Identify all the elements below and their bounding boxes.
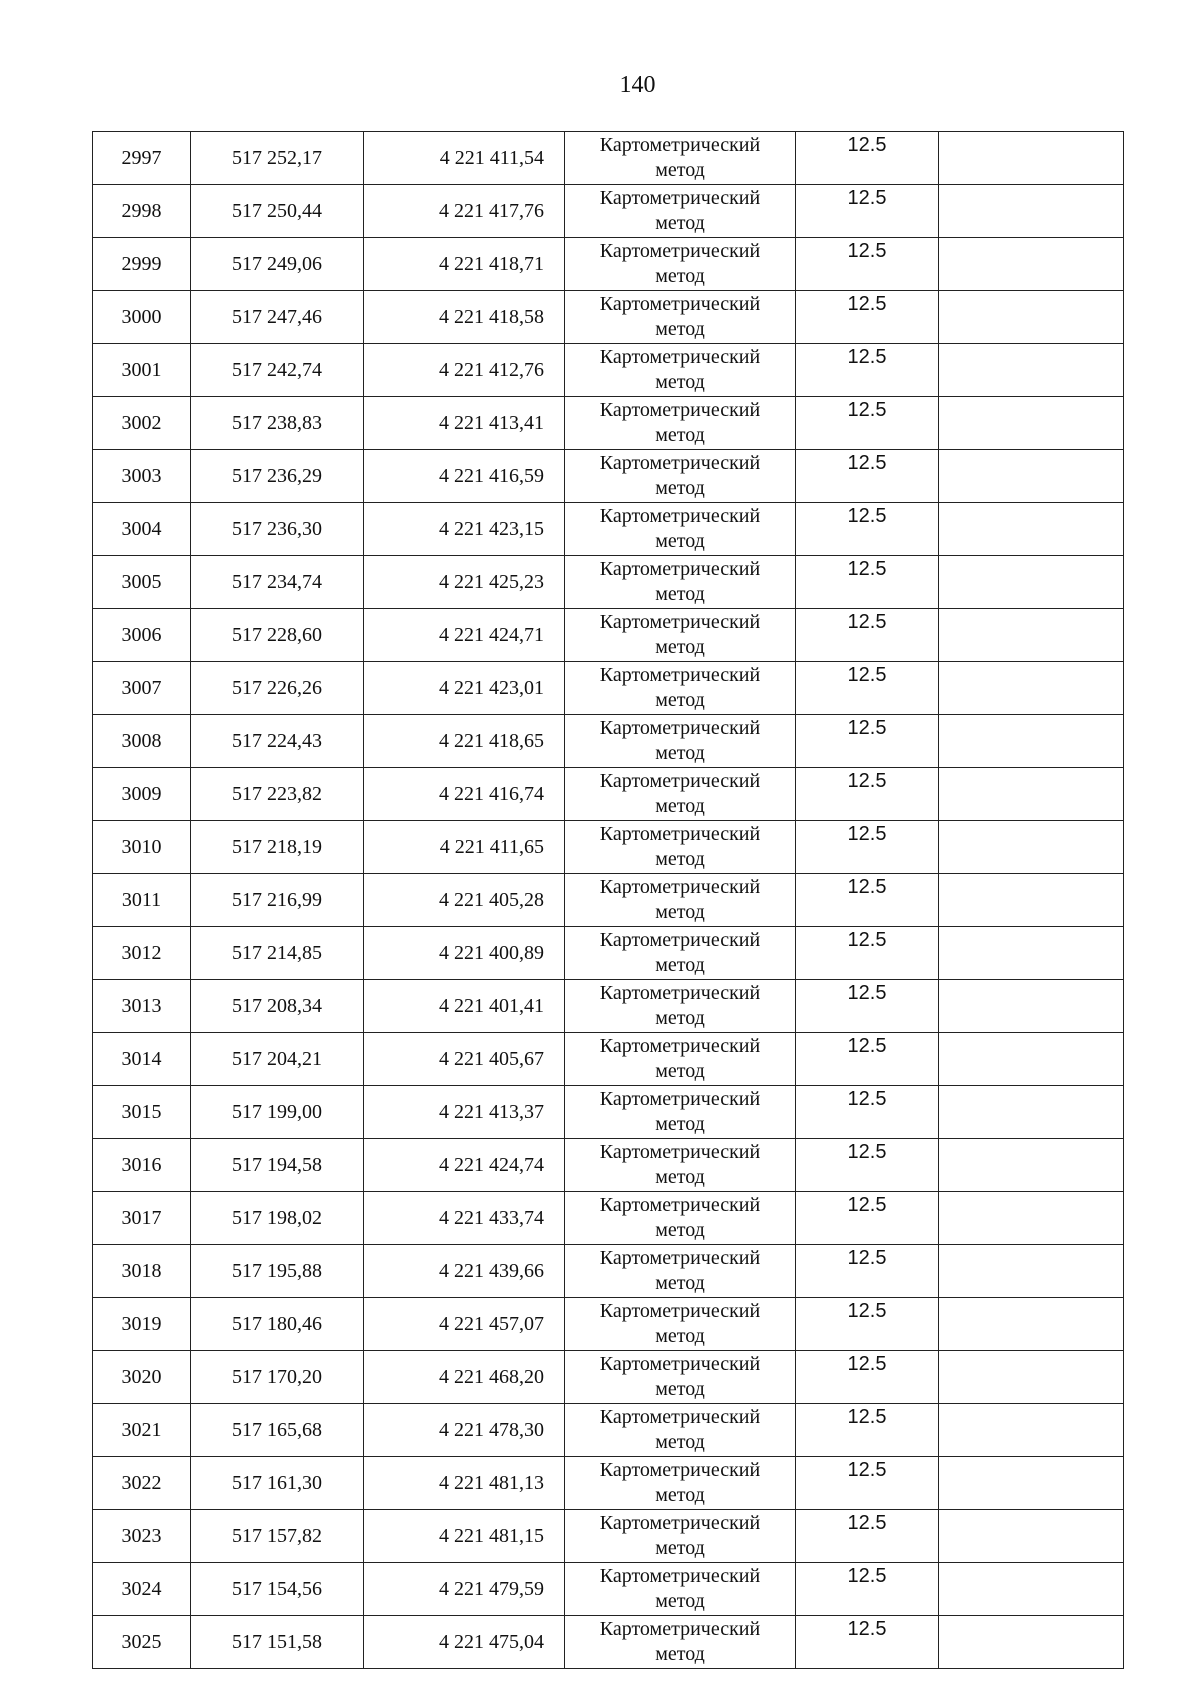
table-row (93, 1616, 1124, 1669)
y-coordinate-cell: 4 221 416,74 (364, 768, 565, 821)
point-number-cell: 3025 (93, 1616, 191, 1669)
x-coordinate-cell: 517 250,44 (191, 185, 364, 238)
note-cell (939, 609, 1124, 662)
x-coordinate-cell: 517 208,34 (191, 980, 364, 1033)
method-line-1: Картометрический (599, 1247, 761, 1269)
method-line-1: Картометрический (599, 346, 761, 368)
method-cell (565, 344, 796, 397)
accuracy-cell: 12.5 (796, 1457, 939, 1510)
point-number-cell: 3009 (93, 768, 191, 821)
method-line-1: Картометрический (599, 611, 761, 633)
note-cell (939, 874, 1124, 927)
note-cell (939, 503, 1124, 556)
point-number-cell: 3007 (93, 662, 191, 715)
y-coordinate-cell: 4 221 439,66 (364, 1245, 565, 1298)
method-cell (565, 980, 796, 1033)
method-line-1: Картометрический (599, 505, 761, 527)
note-cell (939, 185, 1124, 238)
accuracy-cell: 12.5 (796, 768, 939, 821)
method-cell (565, 1457, 796, 1510)
accuracy-cell: 12.5 (796, 185, 939, 238)
accuracy-cell: 12.5 (796, 1404, 939, 1457)
point-number-cell: 3001 (93, 344, 191, 397)
y-coordinate-cell: 4 221 468,20 (364, 1351, 565, 1404)
accuracy-cell: 12.5 (796, 715, 939, 768)
method-cell (565, 609, 796, 662)
method-line-2: метод (655, 954, 705, 976)
point-number-cell: 2998 (93, 185, 191, 238)
y-coordinate-cell: 4 221 405,67 (364, 1033, 565, 1086)
y-coordinate-cell: 4 221 413,41 (364, 397, 565, 450)
page-number: 140 (619, 72, 656, 98)
table-row (93, 1457, 1124, 1510)
table-row (93, 1086, 1124, 1139)
x-coordinate-cell: 517 198,02 (191, 1192, 364, 1245)
method-line-2: метод (655, 1590, 705, 1612)
method-line-2: метод (655, 1219, 705, 1241)
method-cell (565, 238, 796, 291)
method-cell (565, 556, 796, 609)
table-row (93, 1139, 1124, 1192)
method-line-2: метод (655, 1484, 705, 1506)
method-line-1: Картометрический (599, 717, 761, 739)
x-coordinate-cell: 517 194,58 (191, 1139, 364, 1192)
point-number-cell: 3019 (93, 1298, 191, 1351)
accuracy-cell: 12.5 (796, 397, 939, 450)
method-line-2: метод (655, 371, 705, 393)
method-line-2: метод (655, 1537, 705, 1559)
x-coordinate-cell: 517 247,46 (191, 291, 364, 344)
accuracy-cell: 12.5 (796, 1245, 939, 1298)
method-cell (565, 1351, 796, 1404)
method-line-1: Картометрический (599, 452, 761, 474)
accuracy-cell: 12.5 (796, 980, 939, 1033)
point-number-cell: 3008 (93, 715, 191, 768)
accuracy-cell: 12.5 (796, 662, 939, 715)
table-row (93, 1033, 1124, 1086)
note-cell (939, 397, 1124, 450)
x-coordinate-cell: 517 154,56 (191, 1563, 364, 1616)
y-coordinate-cell: 4 221 400,89 (364, 927, 565, 980)
method-line-2: метод (655, 530, 705, 552)
note-cell (939, 980, 1124, 1033)
method-line-1: Картометрический (599, 558, 761, 580)
coordinates-table (92, 131, 1124, 1669)
method-line-1: Картометрический (599, 1141, 761, 1163)
x-coordinate-cell: 517 170,20 (191, 1351, 364, 1404)
x-coordinate-cell: 517 226,26 (191, 662, 364, 715)
x-coordinate-cell: 517 249,06 (191, 238, 364, 291)
method-line-1: Картометрический (599, 1194, 761, 1216)
point-number-cell: 3013 (93, 980, 191, 1033)
y-coordinate-cell: 4 221 423,01 (364, 662, 565, 715)
method-line-2: метод (655, 318, 705, 340)
table-row (93, 1563, 1124, 1616)
method-cell (565, 1616, 796, 1669)
y-coordinate-cell: 4 221 481,15 (364, 1510, 565, 1563)
y-coordinate-cell: 4 221 412,76 (364, 344, 565, 397)
method-line-2: метод (655, 1378, 705, 1400)
note-cell (939, 1298, 1124, 1351)
accuracy-cell: 12.5 (796, 1139, 939, 1192)
point-number-cell: 3012 (93, 927, 191, 980)
method-line-2: метод (655, 265, 705, 287)
y-coordinate-cell: 4 221 478,30 (364, 1404, 565, 1457)
x-coordinate-cell: 517 161,30 (191, 1457, 364, 1510)
x-coordinate-cell: 517 214,85 (191, 927, 364, 980)
method-line-1: Картометрический (599, 1565, 761, 1587)
method-line-1: Картометрический (599, 1088, 761, 1110)
method-line-2: метод (655, 1166, 705, 1188)
table-row (93, 927, 1124, 980)
table-row (93, 1192, 1124, 1245)
method-line-2: метод (655, 689, 705, 711)
table-row (93, 1298, 1124, 1351)
note-cell (939, 821, 1124, 874)
x-coordinate-cell: 517 228,60 (191, 609, 364, 662)
point-number-cell: 3002 (93, 397, 191, 450)
point-number-cell: 3017 (93, 1192, 191, 1245)
accuracy-cell: 12.5 (796, 556, 939, 609)
point-number-cell: 3011 (93, 874, 191, 927)
x-coordinate-cell: 517 204,21 (191, 1033, 364, 1086)
accuracy-cell: 12.5 (796, 1086, 939, 1139)
note-cell (939, 450, 1124, 503)
y-coordinate-cell: 4 221 424,71 (364, 609, 565, 662)
method-line-1: Картометрический (599, 293, 761, 315)
point-number-cell: 3024 (93, 1563, 191, 1616)
point-number-cell: 3016 (93, 1139, 191, 1192)
y-coordinate-cell: 4 221 417,76 (364, 185, 565, 238)
point-number-cell: 3020 (93, 1351, 191, 1404)
method-cell (565, 185, 796, 238)
method-cell (565, 1245, 796, 1298)
method-cell (565, 132, 796, 185)
method-cell (565, 503, 796, 556)
y-coordinate-cell: 4 221 425,23 (364, 556, 565, 609)
note-cell (939, 1139, 1124, 1192)
y-coordinate-cell: 4 221 411,54 (364, 132, 565, 185)
y-coordinate-cell: 4 221 481,13 (364, 1457, 565, 1510)
note-cell (939, 768, 1124, 821)
method-cell (565, 821, 796, 874)
method-cell (565, 874, 796, 927)
point-number-cell: 3018 (93, 1245, 191, 1298)
point-number-cell: 3023 (93, 1510, 191, 1563)
note-cell (939, 1033, 1124, 1086)
method-cell (565, 450, 796, 503)
table-row (93, 1245, 1124, 1298)
y-coordinate-cell: 4 221 413,37 (364, 1086, 565, 1139)
method-line-1: Картометрический (599, 134, 761, 156)
accuracy-cell: 12.5 (796, 927, 939, 980)
method-line-2: метод (655, 477, 705, 499)
method-cell (565, 1298, 796, 1351)
point-number-cell: 3015 (93, 1086, 191, 1139)
table-row (93, 980, 1124, 1033)
method-cell (565, 1192, 796, 1245)
table-row (93, 556, 1124, 609)
method-cell (565, 662, 796, 715)
x-coordinate-cell: 517 199,00 (191, 1086, 364, 1139)
point-number-cell: 3021 (93, 1404, 191, 1457)
method-line-2: метод (655, 901, 705, 923)
y-coordinate-cell: 4 221 416,59 (364, 450, 565, 503)
point-number-cell: 3014 (93, 1033, 191, 1086)
point-number-cell: 3000 (93, 291, 191, 344)
y-coordinate-cell: 4 221 418,58 (364, 291, 565, 344)
x-coordinate-cell: 517 216,99 (191, 874, 364, 927)
note-cell (939, 715, 1124, 768)
accuracy-cell: 12.5 (796, 1510, 939, 1563)
point-number-cell: 2997 (93, 132, 191, 185)
accuracy-cell: 12.5 (796, 344, 939, 397)
method-cell (565, 768, 796, 821)
accuracy-cell: 12.5 (796, 1033, 939, 1086)
method-cell (565, 1563, 796, 1616)
accuracy-cell: 12.5 (796, 1192, 939, 1245)
table-row (93, 397, 1124, 450)
y-coordinate-cell: 4 221 418,65 (364, 715, 565, 768)
accuracy-cell: 12.5 (796, 1563, 939, 1616)
y-coordinate-cell: 4 221 433,74 (364, 1192, 565, 1245)
point-number-cell: 3005 (93, 556, 191, 609)
table-row (93, 503, 1124, 556)
method-line-2: метод (655, 1060, 705, 1082)
accuracy-cell: 12.5 (796, 450, 939, 503)
note-cell (939, 927, 1124, 980)
method-line-1: Картометрический (599, 823, 761, 845)
method-line-1: Картометрический (599, 664, 761, 686)
method-line-1: Картометрический (599, 1618, 761, 1640)
table-row (93, 238, 1124, 291)
note-cell (939, 1351, 1124, 1404)
method-line-2: метод (655, 1431, 705, 1453)
method-line-2: метод (655, 583, 705, 605)
accuracy-cell: 12.5 (796, 609, 939, 662)
note-cell (939, 1563, 1124, 1616)
x-coordinate-cell: 517 236,30 (191, 503, 364, 556)
y-coordinate-cell: 4 221 479,59 (364, 1563, 565, 1616)
x-coordinate-cell: 517 242,74 (191, 344, 364, 397)
method-line-2: метод (655, 742, 705, 764)
table-row (93, 344, 1124, 397)
point-number-cell: 3022 (93, 1457, 191, 1510)
table-row (93, 662, 1124, 715)
x-coordinate-cell: 517 238,83 (191, 397, 364, 450)
note-cell (939, 1457, 1124, 1510)
x-coordinate-cell: 517 180,46 (191, 1298, 364, 1351)
y-coordinate-cell: 4 221 401,41 (364, 980, 565, 1033)
table-row (93, 132, 1124, 185)
table-row (93, 185, 1124, 238)
method-line-2: метод (655, 212, 705, 234)
method-line-2: метод (655, 1643, 705, 1665)
method-line-2: метод (655, 636, 705, 658)
accuracy-cell: 12.5 (796, 132, 939, 185)
method-cell (565, 1033, 796, 1086)
table-row (93, 1404, 1124, 1457)
method-line-2: метод (655, 424, 705, 446)
method-line-2: метод (655, 848, 705, 870)
note-cell (939, 238, 1124, 291)
method-line-2: метод (655, 1113, 705, 1135)
x-coordinate-cell: 517 224,43 (191, 715, 364, 768)
method-cell (565, 715, 796, 768)
method-cell (565, 1139, 796, 1192)
x-coordinate-cell: 517 223,82 (191, 768, 364, 821)
note-cell (939, 344, 1124, 397)
method-line-1: Картометрический (599, 1512, 761, 1534)
method-cell (565, 397, 796, 450)
note-cell (939, 662, 1124, 715)
x-coordinate-cell: 517 157,82 (191, 1510, 364, 1563)
y-coordinate-cell: 4 221 475,04 (364, 1616, 565, 1669)
method-line-1: Картометрический (599, 770, 761, 792)
method-line-2: метод (655, 1325, 705, 1347)
method-line-1: Картометрический (599, 187, 761, 209)
method-line-1: Картометрический (599, 982, 761, 1004)
note-cell (939, 556, 1124, 609)
method-line-1: Картометрический (599, 399, 761, 421)
method-line-1: Картометрический (599, 876, 761, 898)
method-cell (565, 1404, 796, 1457)
accuracy-cell: 12.5 (796, 1351, 939, 1404)
note-cell (939, 1192, 1124, 1245)
table-row (93, 715, 1124, 768)
method-line-2: метод (655, 1272, 705, 1294)
note-cell (939, 1510, 1124, 1563)
point-number-cell: 3003 (93, 450, 191, 503)
accuracy-cell: 12.5 (796, 874, 939, 927)
y-coordinate-cell: 4 221 411,65 (364, 821, 565, 874)
method-line-2: метод (655, 795, 705, 817)
method-cell (565, 291, 796, 344)
table-row (93, 768, 1124, 821)
y-coordinate-cell: 4 221 424,74 (364, 1139, 565, 1192)
table-row (93, 609, 1124, 662)
point-number-cell: 3010 (93, 821, 191, 874)
accuracy-cell: 12.5 (796, 503, 939, 556)
method-line-1: Картометрический (599, 1406, 761, 1428)
note-cell (939, 1616, 1124, 1669)
accuracy-cell: 12.5 (796, 238, 939, 291)
accuracy-cell: 12.5 (796, 291, 939, 344)
method-line-2: метод (655, 1007, 705, 1029)
point-number-cell: 2999 (93, 238, 191, 291)
note-cell (939, 1245, 1124, 1298)
accuracy-cell: 12.5 (796, 1616, 939, 1669)
method-line-1: Картометрический (599, 1353, 761, 1375)
note-cell (939, 1404, 1124, 1457)
method-line-1: Картометрический (599, 1459, 761, 1481)
x-coordinate-cell: 517 234,74 (191, 556, 364, 609)
method-cell (565, 927, 796, 980)
note-cell (939, 132, 1124, 185)
table-row (93, 874, 1124, 927)
method-line-1: Картометрический (599, 1300, 761, 1322)
x-coordinate-cell: 517 151,58 (191, 1616, 364, 1669)
note-cell (939, 1086, 1124, 1139)
table-row (93, 1351, 1124, 1404)
accuracy-cell: 12.5 (796, 821, 939, 874)
x-coordinate-cell: 517 218,19 (191, 821, 364, 874)
note-cell (939, 291, 1124, 344)
method-cell (565, 1510, 796, 1563)
method-line-1: Картометрический (599, 240, 761, 262)
table-row (93, 450, 1124, 503)
x-coordinate-cell: 517 165,68 (191, 1404, 364, 1457)
y-coordinate-cell: 4 221 457,07 (364, 1298, 565, 1351)
x-coordinate-cell: 517 236,29 (191, 450, 364, 503)
point-number-cell: 3006 (93, 609, 191, 662)
table-body (93, 132, 1124, 1669)
table-row (93, 291, 1124, 344)
x-coordinate-cell: 517 195,88 (191, 1245, 364, 1298)
method-line-1: Картометрический (599, 1035, 761, 1057)
y-coordinate-cell: 4 221 423,15 (364, 503, 565, 556)
method-line-2: метод (655, 159, 705, 181)
method-line-1: Картометрический (599, 929, 761, 951)
table-row (93, 821, 1124, 874)
point-number-cell: 3004 (93, 503, 191, 556)
table-row (93, 1510, 1124, 1563)
x-coordinate-cell: 517 252,17 (191, 132, 364, 185)
accuracy-cell: 12.5 (796, 1298, 939, 1351)
y-coordinate-cell: 4 221 405,28 (364, 874, 565, 927)
y-coordinate-cell: 4 221 418,71 (364, 238, 565, 291)
method-cell (565, 1086, 796, 1139)
